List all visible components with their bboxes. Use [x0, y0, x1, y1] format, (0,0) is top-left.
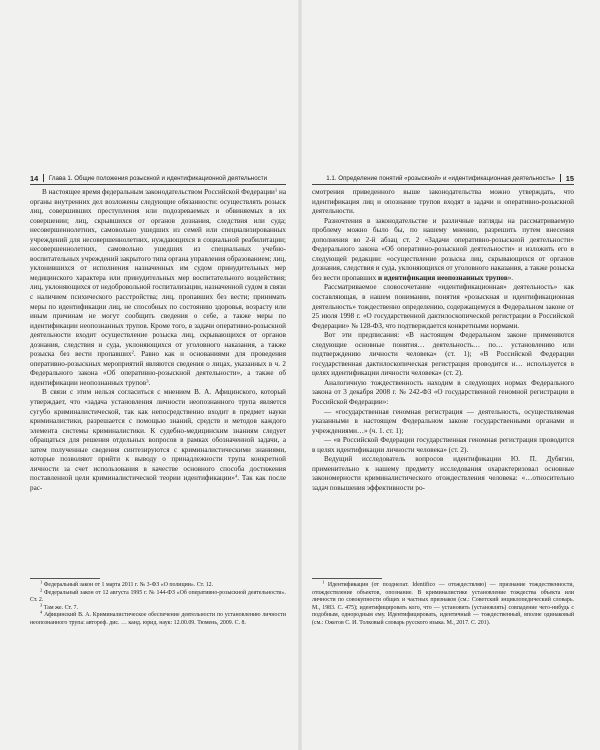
paragraph	[312, 331, 574, 379]
text-run: . Равно как и основаниями для проведения оперативно-розыскных мероприятий являются сведения о лицах, указанных в ч. 2 Федерального закона «Об оперативно-розыскной деятельности», а также об идентификации неопознанных трупов	[30, 350, 287, 387]
left-footnotes	[30, 579, 286, 628]
footnote-mark: 1	[322, 579, 325, 585]
footnote-ref[interactable]: 3	[146, 378, 149, 384]
right-footnotes	[312, 579, 574, 628]
text-run: В связи с этим нельзя согласиться с мнением В. А. Афицинского, который утверждает, что «задача установления личности неопознанного трупа является сугубо криминалистической, так как непосредственно входит в предмет науки криминалистики, разрешается с помощью знаний, средств и методов каждого элемента системы криминалистики. К судебно-медицинским знаниям следует обращаться для решения отдельных вопросов в рамках обозначенной задачи, а затем полученные сведения синтезируются с криминалистическими знаниями, которые позволяют прийти к выводу о принадлежности трупа конкретной личности за счет использования в качестве основного способа достижения поставленной цели криминалистической теории идентификации»	[30, 388, 286, 483]
right-running-header	[312, 172, 574, 185]
bold-text-run: и идентификация неопознанных трупов	[377, 273, 508, 282]
left-body-text	[30, 188, 286, 494]
footnote	[30, 579, 286, 590]
left-page	[0, 0, 298, 750]
text-run: В настоящее время федеральным законодательством Российской Федерации	[42, 188, 275, 196]
text-run: Ведущий исследователь вопросов идентификации Ю. П. Дубягин, применительно к нашему предмету исследования охарактеризовал основные закономерности криминалистического отождествления человека: «…относительно задач повышения эффективности ро-	[312, 455, 574, 492]
text-run: Вот эти предписания: «В настоящем Федеральном законе применяются следующие основные понятия… деятельность… по… установлению или подтверждению личности человека» (ст. 1); «В Российской Федерации государственная дактилоскопическая регистрация проводится и… используется в целях идентификации личности человека» (ст. 2).	[312, 331, 574, 378]
paragraph	[312, 217, 574, 284]
footnote-text: Идентификация (от позднелат. Identifico — отождествляю) — признание тождественности, отождествление объектов, опознание. В криминалистике установление тождества объекта или личности по совокупности общих и частных признаков (см.: Советский энциклопедический словарь. М., 1983. С. 475); идентифицировать кого, что — установить (установлять) совпадение чего-нибудь с подобным, однородным ему. Идентифицировать, идентичный — тождественный, вполне одинаковый (см.: Ожегов С. И. Толковый словарь русского языка. М., 2017. С. 201).	[312, 582, 574, 626]
text-run: Аналогичную тождественность находим в следующих нормах Федерального закона от 3 декабря 2008 г. № 242-ФЗ «О государственной геномной регистрации в Российской Федерации»:	[312, 378, 574, 407]
paragraph	[312, 436, 574, 455]
header-separator	[560, 174, 561, 182]
footnote	[312, 579, 574, 628]
left-running-header	[30, 172, 286, 185]
header-separator	[43, 174, 44, 182]
footnote-mark: 3	[40, 602, 43, 608]
footnote-text: Афицинский В. А. Криминалистическое обеспечение деятельности по установлению личности неопознанного трупа: автореф. дис. … канд. юрид. наук: 12.00.09. Тюмень, 2009. С. 8.	[30, 612, 286, 626]
paragraph	[312, 188, 574, 217]
page-number: 14	[30, 173, 39, 183]
paragraph	[312, 283, 574, 331]
right-body-text	[312, 188, 574, 494]
footnote-mark: 1	[40, 579, 43, 585]
footnote-ref[interactable]: 2	[131, 349, 134, 355]
text-run: .	[148, 378, 151, 387]
running-head-title: 1.1. Определение понятий «розыскной» и «идентификационная деятельность»	[326, 174, 556, 182]
footnote-mark: 2	[40, 587, 43, 592]
footnote	[30, 609, 286, 627]
text-run: ».	[507, 273, 514, 282]
text-run: Рассматриваемое словосочетание «идентификационная» деятельность» как составляющая, в нашем понимании, понятия «розыскная и идентификационная деятельность» тождественно определению, содержащемуся в Федеральном законе от 25 июля 1998 г. «О государственной дактилоскопической регистрации в Российской Федерации» № 128-ФЗ, что подтверждается конкретными нормами.	[312, 283, 574, 330]
paragraph	[312, 455, 574, 493]
footnote-ref[interactable]: 1	[274, 187, 278, 193]
text-run: . Так как после рас-	[30, 474, 286, 492]
running-head-title: Глава 1. Общие положения розыскной и идентификационной деятельности	[48, 174, 268, 182]
footnote-text: Федеральный закон от 1 марта 2011 г. № 3-ФЗ «О полиции». Ст. 12.	[42, 582, 214, 588]
footnote-mark: 4	[40, 609, 43, 615]
footnote-ref[interactable]: 4	[234, 473, 238, 479]
paragraph	[30, 188, 286, 388]
right-page	[302, 0, 600, 750]
text-run: Разночтения в законодательстве и различные взгляды на рассматриваемую проблему можно было бы, по нашему мнению, разрешить путем внесения дополнения во 2-й абзац ст. 2 «Задачи оперативно-розыскной деятельности» Федерального закона «Об оперативно-розыскной деятельности» и изложить его в следующей редакции: «осуществление розыска лиц, скрывающихся от органов дознания, следствия и суда, уклоняющихся от уголовного наказания, а также розыска без вести пропавших	[312, 216, 574, 282]
footnote-text: Федеральный закон от 12 августа 1995 г. № 144-ФЗ «Об оперативно-розыскной деятельности». Ст. 2.	[30, 589, 286, 604]
text-run: — «государственная геномная регистрация — деятельность, осуществляемая указанными в настоящем Федеральном законе государственными органами и учреждениями…» (ч. 1. ст. 1);	[312, 407, 574, 435]
page-number: 15	[565, 173, 574, 183]
text-run: на органы внутренних дел возложены следующие обязанности: осуществлять розыск лиц, совершивших преступления или подозреваемых и обвиняемых в их совершении; лиц, скрывшихся от органов дознания, следствия или суда; несовершеннолетних, самовольно ушедших из семей или специализированных учреждений для несовершеннолетних, нуждающихся в социальной реабилитации; несовершеннолетних, самовольно ушедших из специальных учебно-воспитательных учреждений закрытого типа органа управления образованием; лиц, уклонившихся от исполнения назначенных им судом принудительных мер медицинского характера или принудительных мер воспитательного воздействия; лиц, уклоняющихся от недобровольной госпитализации, назначенной судом в связи с наличием психического расстройства; лиц, пропавших без вести; принимать меры по идентификации лиц, не способных по состоянию здоровья, возрасту или иным причинам не могут сообщить сведения о себе, а также меры по идентификации неопознанных трупов. Кроме того, в задачи оперативно-розыскной деятельности входит осуществление розыска лиц, скрывающихся от органов дознания, следствия и суда, уклоняющихся от уголовного наказания, а также розыска без вести пропавших	[30, 188, 286, 359]
text-run: — «в Российской Федерации государственная геномная регистрация проводится в целях идентификации личности человека» (ст. 2).	[312, 436, 574, 454]
text-run: смотрения приведенного выше законодательства можно утверждать, что идентификация лиц и опознание трупов входят в задачи и оперативно-розыскной деятельности.	[312, 188, 574, 216]
paragraph	[312, 408, 574, 437]
paragraph	[30, 388, 286, 493]
footnote-text: Там же. Ст. 7.	[42, 604, 78, 611]
paragraph	[312, 379, 574, 408]
